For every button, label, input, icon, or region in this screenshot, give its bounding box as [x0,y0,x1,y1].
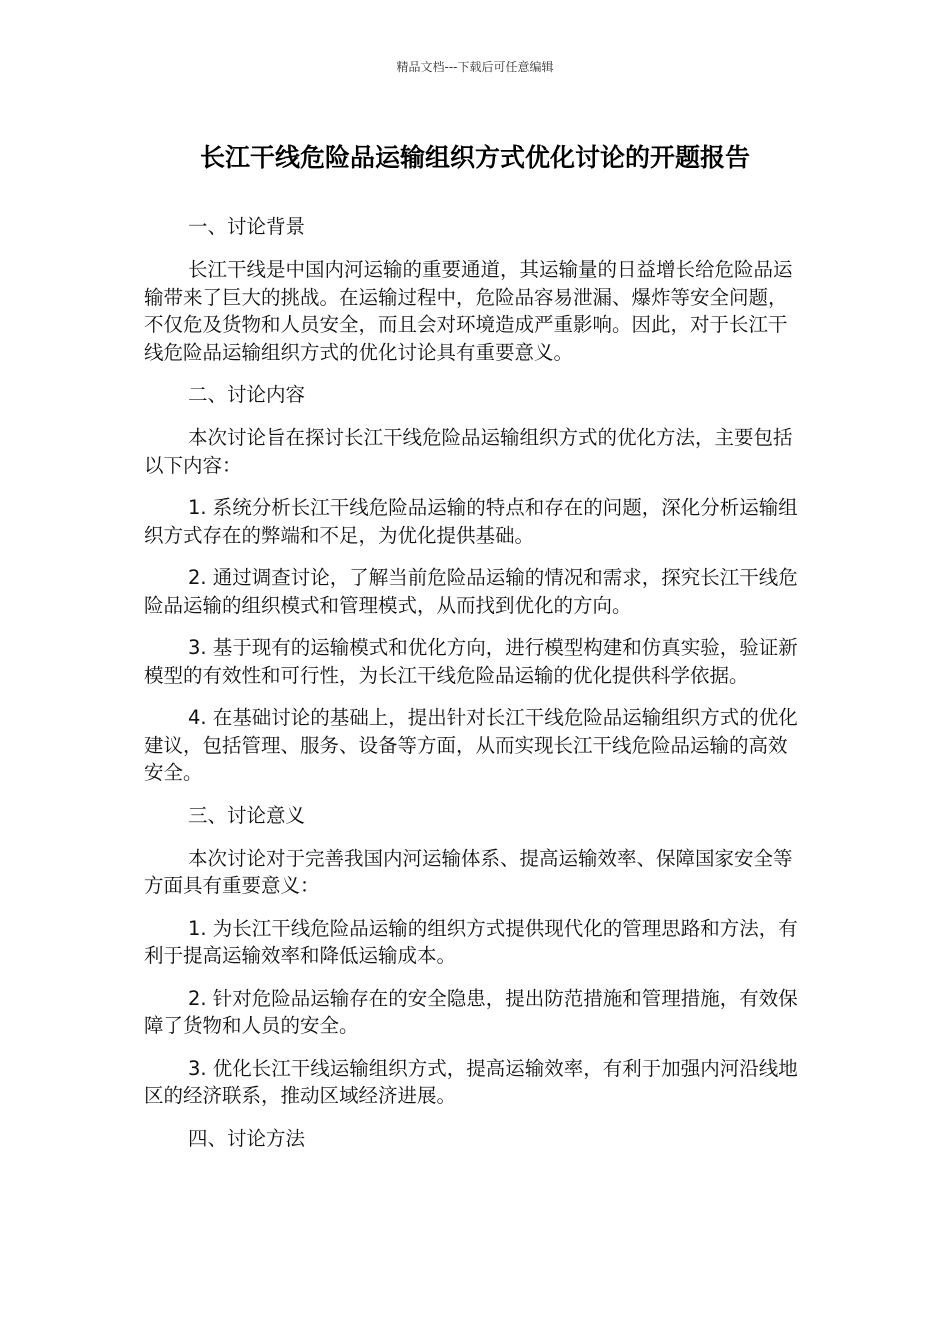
list-item: 3. 基于现有的运输模式和优化方向，进行模型构建和仿真实验，验证新模型的有效性和可行性，为长江干线危险品运输的优化提供科学依据。 [144,636,798,687]
document-title: 长江干线危险品运输组织方式优化讨论的开题报告 [199,143,750,172]
list-item: 3. 优化长江干线运输组织方式，提高运输效率，有利于加强内河沿线地区的经济联系，推动区域经济进展。 [144,1056,798,1107]
header-note: 精品文档---下载后可任意编辑 [396,60,554,74]
paragraph: 本次讨论旨在探讨长江干线危险品运输组织方式的优化方法，主要包括以下内容： [144,426,793,477]
paragraph: 长江干线是中国内河运输的重要通道，其运输量的日益增长给危险品运输带来了巨大的挑战。在运输过程中，危险品容易泄漏、爆炸等安全问题，不仅危及货物和人员安全，而且会对环境造成严重影响。因此，对于长江干线危险品运输组织方式的优化讨论具有重要意义。 [144,258,793,364]
paragraph: 本次讨论对于完善我国内河运输体系、提高运输效率、保障国家安全等方面具有重要意义： [144,846,793,897]
section-heading-method: 四、讨论方法 [188,1126,306,1150]
section-heading-content: 二、讨论内容 [188,383,306,406]
document-body [144,213,806,1168]
list-item: 4. 在基础讨论的基础上，提出针对长江干线危险品运输组织方式的优化建议，包括管理、服务、设备等方面，从而实现长江干线危险品运输的高效安全。 [144,706,798,784]
list-item: 1. 系统分析长江干线危险品运输的特点和存在的问题，深化分析运输组织方式存在的弊端和不足，为优化提供基础。 [144,496,798,547]
section-heading-background: 一、讨论背景 [188,215,306,238]
list-item: 2. 针对危险品运输存在的安全隐患，提出防范措施和管理措施，有效保障了货物和人员的安全。 [144,986,798,1037]
list-item: 1. 为长江干线危险品运输的组织方式提供现代化的管理思路和方法，有利于提高运输效率和降低运输成本。 [144,916,798,967]
section-heading-significance: 三、讨论意义 [188,803,306,827]
list-item: 2. 通过调查讨论，了解当前危险品运输的情况和需求，探究长江干线危险品运输的组织模式和管理模式，从而找到优化的方向。 [144,566,798,617]
